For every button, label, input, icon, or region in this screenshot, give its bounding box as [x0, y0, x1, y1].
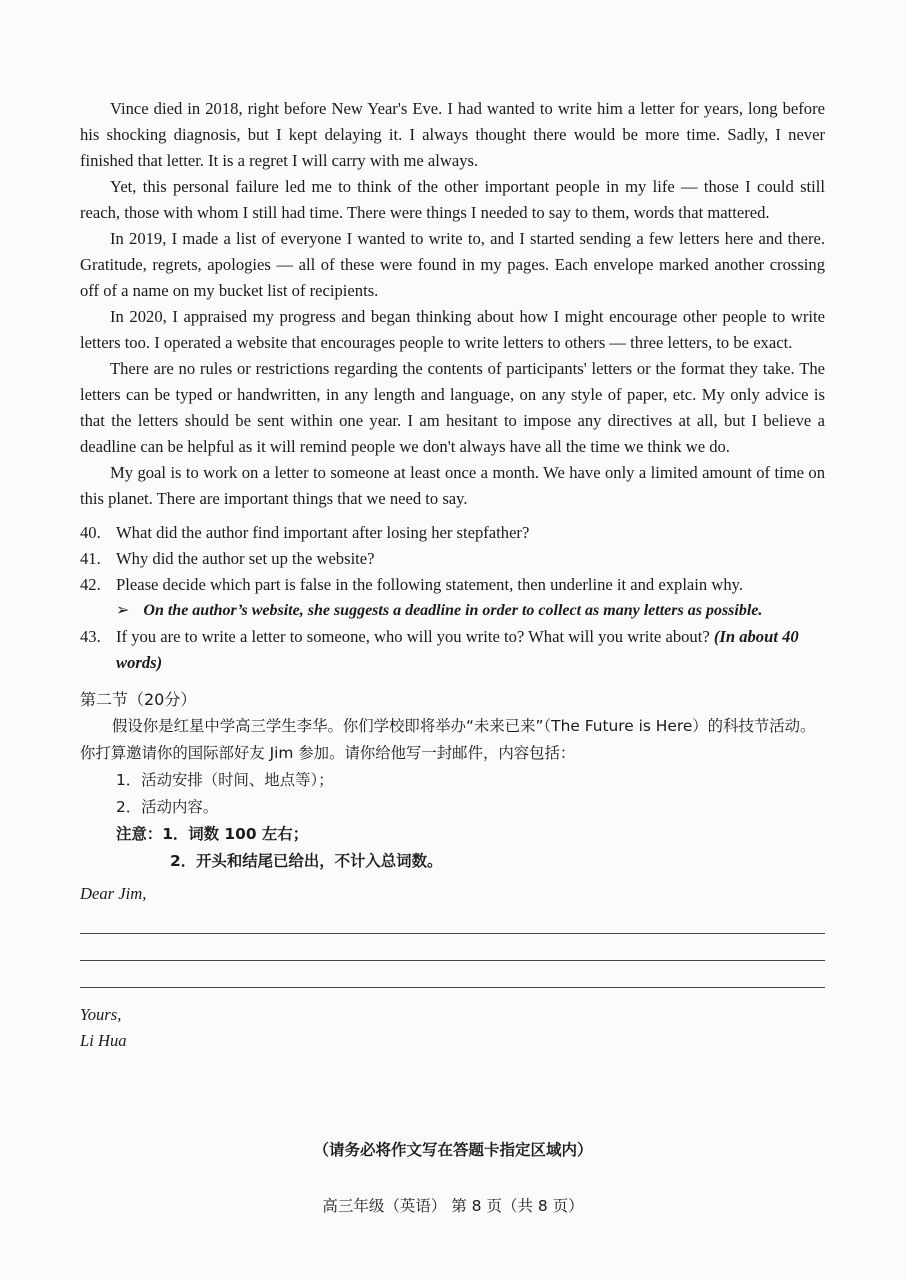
answer-line[interactable]	[80, 961, 825, 988]
passage-paragraph-1: Vince died in 2018, right before New Year's Eve. I had wanted to write him a letter for years, long before his shocking diagnosis, but I kept delaying it. I always thought there would be more time. Sadly, I never finished that letter. It is a regret I will carry with me always.	[80, 99, 825, 170]
note-1: 1．词数 100 左右；	[162, 825, 309, 843]
answer-line[interactable]	[80, 934, 825, 961]
question-number: 40.	[80, 523, 101, 542]
question-43-text: If you are to write a letter to someone, who will you write to? What will you write about?	[116, 627, 714, 646]
arrow-icon: ➢	[116, 602, 130, 619]
question-text: Please decide which part is false in the following statement, then underline it and explain why.	[116, 575, 744, 594]
letter-closing: Yours,	[80, 1005, 122, 1024]
passage-paragraph-5: There are no rules or restrictions regarding the contents of participants' letters or the format they take. The letters can be typed or handwritten, in any length and language, on any style of paper, etc. My only advice is that the letters should be sent within one year. I am hesitant to impose any directives at all, but I believe a deadline can be helpful as it will remind people we don't always have all the time we think we do.	[80, 359, 825, 456]
question-number: 42.	[80, 575, 101, 594]
question-number: 41.	[80, 549, 101, 568]
letter-greeting: Dear Jim,	[80, 884, 147, 903]
answer-line[interactable]	[80, 907, 825, 934]
note-row-1	[80, 821, 825, 848]
letter-signature: Li Hua	[80, 1031, 127, 1050]
note-label: 注意：	[116, 825, 163, 843]
prompt-item-2: 2．活动内容。	[116, 798, 219, 816]
question-text: Why did the author set up the website?	[116, 549, 375, 568]
page-footer: 高三年级（英语） 第 8 页（共 8 页）	[322, 1197, 584, 1215]
statement	[116, 598, 825, 624]
question-42	[80, 572, 825, 598]
writing-prompt: 假设你是红星中学高三学生李华。你们学校即将举办“未来已来”（The Future is Here）的科技节活动。你打算邀请你的国际部好友 Jim 参加。请你给他写一封邮件，内容包括：	[80, 717, 816, 762]
question-40	[80, 520, 825, 546]
passage-paragraph-4: In 2020, I appraised my progress and began thinking about how I might encourage other people to write letters too. I operated a website that encourages people to write letters to others — three letters, to be exact.	[80, 307, 825, 352]
question-text	[116, 624, 825, 676]
passage-paragraph-2: Yet, this personal failure led me to think of the other important people in my life — those I could still reach, those with whom I still had time. There were things I needed to say to them, words that mattered.	[80, 177, 825, 222]
passage-paragraph-6: My goal is to work on a letter to someone at least once a month. We have only a limited amount of time on this planet. There are important things that we need to say.	[80, 463, 825, 508]
note-2: 2．开头和结尾已给出，不计入总词数。	[170, 852, 443, 870]
passage-paragraph-3: In 2019, I made a list of everyone I wanted to write to, and I started sending a few letters here and there. Gratitude, regrets, apologies — all of these were found in my pages. Each envelope marked another crossing off of a name on my bucket list of recipients.	[80, 229, 825, 300]
question-text: What did the author find important after losing her stepfather?	[116, 523, 530, 542]
prompt-item-1: 1．活动安排（时间、地点等）；	[116, 771, 334, 789]
question-43	[80, 624, 825, 676]
statement-text: On the author’s website, she suggests a deadline in order to collect as many letters as possible.	[143, 602, 763, 619]
section-heading: 第二节（20分）	[80, 690, 197, 709]
question-41	[80, 546, 825, 572]
word-limit-note: (In about 40 words)	[116, 627, 799, 672]
exam-page	[80, 96, 825, 1054]
question-number: 43.	[80, 627, 101, 646]
answer-sheet-note: （请务必将作文写在答题卡指定区域内）	[313, 1141, 593, 1159]
